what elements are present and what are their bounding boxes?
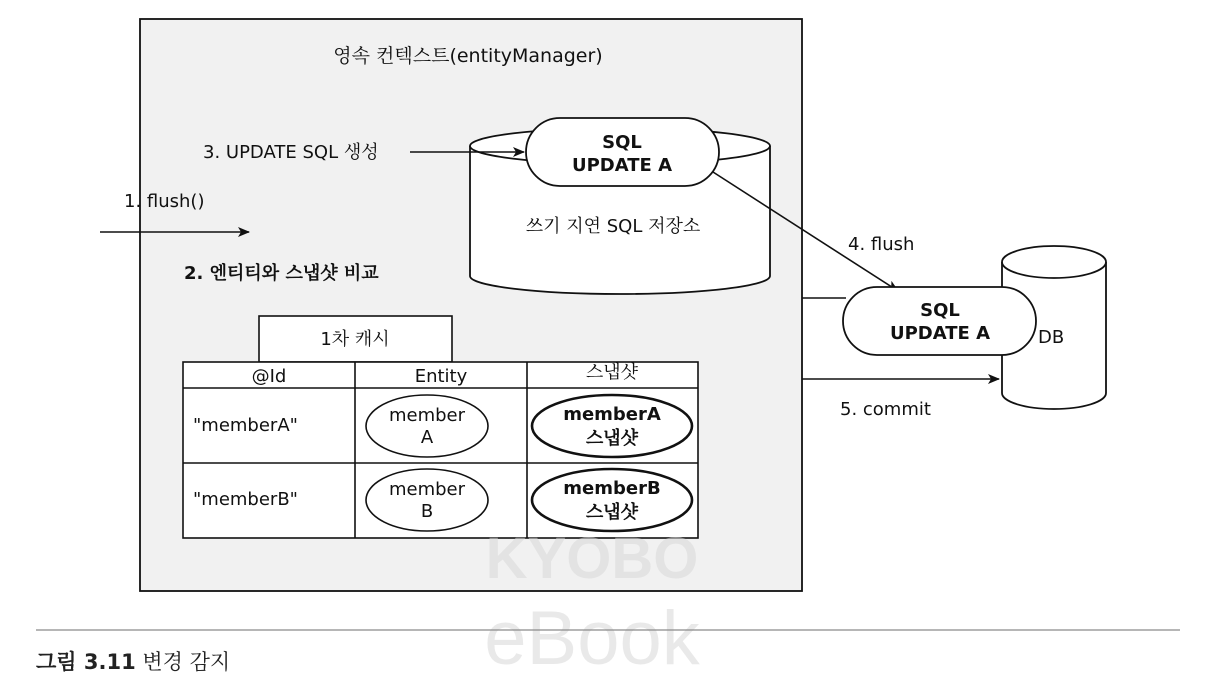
row-a-snapshot-line1: memberA: [563, 404, 661, 425]
watermark-line1: KYOBO: [485, 526, 699, 591]
figure-title: 변경 감지: [142, 650, 231, 674]
cache-header-id: @Id: [251, 366, 287, 387]
step-2-label: 2. 엔티티와 스냅샷 비교: [184, 263, 379, 284]
cache-header-entity: Entity: [414, 366, 468, 387]
sql-store-query-line1: SQL: [602, 132, 642, 153]
row-a-snapshot-line2: 스냅샷: [585, 428, 639, 449]
database-query-line1: SQL: [920, 300, 960, 321]
step-4-label: 4. flush: [848, 234, 915, 255]
step-1-label: 1. flush(): [124, 191, 205, 212]
figure-number: 그림 3.11: [36, 650, 136, 674]
database-query-pill: [843, 287, 1036, 355]
row-b-entity-line2: B: [420, 501, 434, 522]
database-label: DB: [1038, 327, 1065, 348]
cache-header-snapshot: 스냅샷: [585, 362, 639, 383]
step-5-label: 5. commit: [840, 399, 931, 420]
row-b-snapshot-line2: 스냅샷: [585, 502, 639, 523]
watermark-line2: eBook: [484, 596, 700, 681]
row-a-entity-line1: member: [388, 405, 466, 426]
row-b-entity-line1: member: [388, 479, 466, 500]
sql-store-query-line2: UPDATE A: [571, 155, 673, 176]
row-b-id: "memberB": [193, 489, 298, 510]
database-query-line2: UPDATE A: [889, 323, 991, 344]
row-a-id: "memberA": [193, 415, 298, 436]
row-a-entity-line2: A: [420, 427, 434, 448]
cache-title: 1차 캐시: [320, 329, 390, 350]
row-b-snapshot-line1: memberB: [563, 478, 661, 499]
step-3-label: 3. UPDATE SQL 생성: [203, 142, 379, 163]
persistence-context-title: 영속 컨텍스트(entityManager): [333, 45, 603, 67]
sql-store-label: 쓰기 지연 SQL 저장소: [525, 216, 701, 237]
figure-caption: [36, 646, 230, 676]
